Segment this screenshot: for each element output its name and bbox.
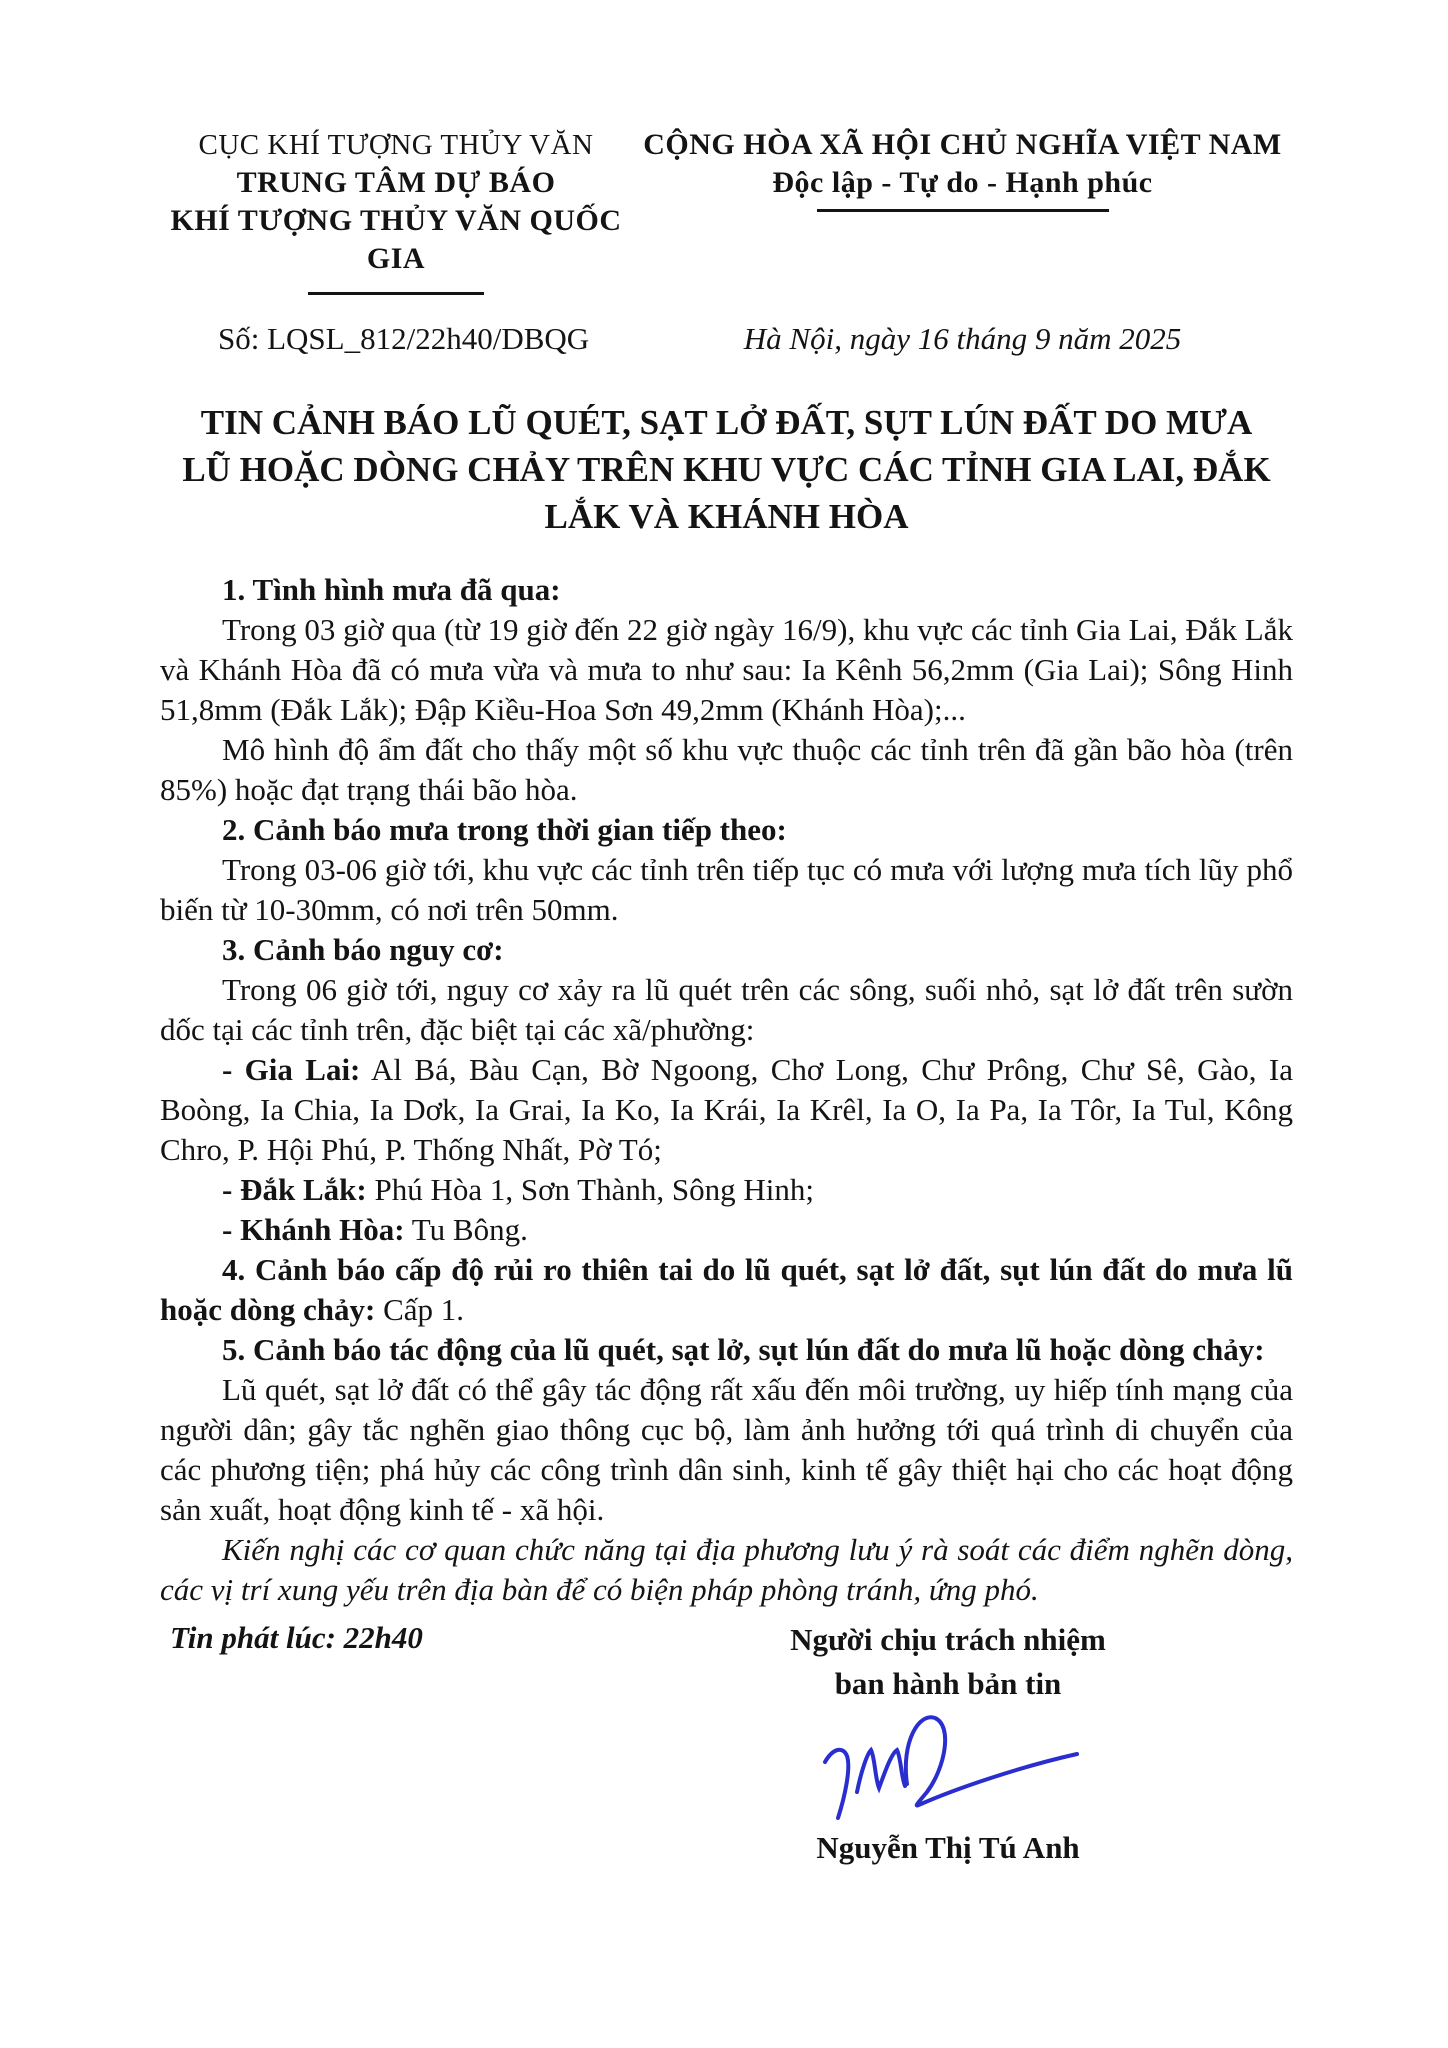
national-motto: Độc lập - Tự do - Hạnh phúc [772,166,1153,199]
province-list-item [160,1210,1293,1250]
province-label: - Gia Lai: [222,1052,361,1087]
document-header [160,126,1293,295]
province-areas: Phú Hòa 1, Sơn Thành, Sông Hinh; [366,1172,814,1207]
org-underline [308,292,484,295]
national-title: CỘNG HÒA XÃ HỘI CHỦ NGHĨA VIỆT NAM [643,128,1282,161]
section-5-heading: 5. Cảnh báo tác động của lũ quét, sạt lở, sụt lún đất do mưa lũ hoặc dòng chảy: [222,1332,1265,1367]
org-name-line2: KHÍ TƯỢNG THỦY VĂN QUỐC GIA [170,204,622,275]
section-2-paragraph-1: Trong 03-06 giờ tới, khu vực các tỉnh trên tiếp tục có mưa với lượng mưa tích lũy phổ biến từ 10-30mm, có nơi trên 50mm. [160,852,1293,927]
section-3-heading: 3. Cảnh báo nguy cơ: [222,932,504,967]
issuing-org-block [160,126,632,295]
province-list-item [160,1050,1293,1170]
document-title: TIN CẢNH BÁO LŨ QUÉT, SẠT LỞ ĐẤT, SỤT LÚN ĐẤT DO MƯA LŨ HOẶC DÒNG CHẢY TRÊN KHU VỰC CÁC TỈNH GIA LAI, ĐẮK LẮK VÀ KHÁNH HÒA [182,403,1271,536]
org-name-line1: TRUNG TÂM DỰ BÁO [236,166,556,199]
org-parent-name: CỤC KHÍ TƯỢNG THỦY VĂN [198,129,594,161]
document-meta-row [160,319,1293,359]
section-1-heading: 1. Tình hình mưa đã qua: [222,572,561,607]
section-5-recommendation: Kiến nghị các cơ quan chức năng tại địa phương lưu ý rà soát các điểm nghẽn dòng, các vị trí xung yếu trên địa bàn để có biện pháp phòng tránh, ứng phó. [160,1532,1293,1607]
section-1-paragraph-1: Trong 03 giờ qua (từ 19 giờ đến 22 giờ ngày 16/9), khu vực các tỉnh Gia Lai, Đắk Lắk và Khánh Hòa đã có mưa vừa và mưa to như sau: Ia Kênh 56,2mm (Gia Lai); Sông Hinh 51,8mm (Đắk Lắk); Đập Kiều-Hoa Sơn 49,2mm (Khánh Hòa);... [160,612,1293,727]
handwritten-signature [793,1708,1103,1828]
section-3-paragraph-1: Trong 06 giờ tới, nguy cơ xảy ra lũ quét trên các sông, suối nhỏ, sạt lở đất trên sườn dốc tại các tỉnh trên, đặc biệt tại các xã/phường: [160,972,1293,1047]
national-motto-block [632,126,1293,212]
section-4-paragraph [160,1250,1293,1330]
document-number: Số: LQSL_812/22h40/DBQG [218,321,590,356]
signature-block [663,1618,1233,1870]
responsible-person-title-line1: Người chịu trách nhiệm [790,1622,1106,1657]
issued-time: Tin phát lúc: 22h40 [170,1620,423,1655]
section-4-risk-level: Cấp 1. [375,1292,464,1327]
province-label: - Khánh Hòa: [222,1212,405,1247]
province-areas: Tu Bông. [404,1212,528,1247]
section-1-paragraph-2: Mô hình độ ẩm đất cho thấy một số khu vực thuộc các tỉnh trên đã gần bão hòa (trên 85%) hoặc đạt trạng thái bão hòa. [160,732,1293,807]
section-4-heading: 4. Cảnh báo cấp độ rủi ro thiên tai do lũ quét, sạt lở đất, sụt lún đất do mưa lũ hoặc dòng chảy: [160,1252,1293,1327]
document-footer [160,1618,1293,1870]
province-list-item [160,1170,1293,1210]
section-2-heading: 2. Cảnh báo mưa trong thời gian tiếp theo: [222,812,787,847]
signer-name: Nguyễn Thị Tú Anh [816,1830,1080,1865]
province-areas: Al Bá, Bàu Cạn, Bờ Ngoong, Chơ Long, Chư Prông, Chư Sê, Gào, Ia Boòng, Ia Chia, Ia Dơk, Ia Grai, Ia Ko, Ia Krái, Ia Krêl, Ia O, Ia Pa, Ia Tôr, Ia Tul, Kông Chro, P. Hội Phú, P. Thống Nhất, Pờ Tó; [160,1052,1293,1167]
section-5-paragraph-1: Lũ quét, sạt lở đất có thể gây tác động rất xấu đến môi trường, uy hiếp tính mạng của người dân; gây tắc nghẽn giao thông cục bộ, làm ảnh hưởng tới quá trình di chuyển của các phương tiện; phá hủy các công trình dân sinh, kinh tế gây thiệt hại cho các hoạt động sản xuất, hoạt động kinh tế - xã hội. [160,1372,1293,1527]
place-and-date: Hà Nội, ngày 16 tháng 9 năm 2025 [743,321,1182,356]
province-label: - Đắk Lắk: [222,1172,367,1207]
responsible-person-title-line2: ban hành bản tin [834,1666,1062,1701]
motto-underline [817,209,1109,212]
